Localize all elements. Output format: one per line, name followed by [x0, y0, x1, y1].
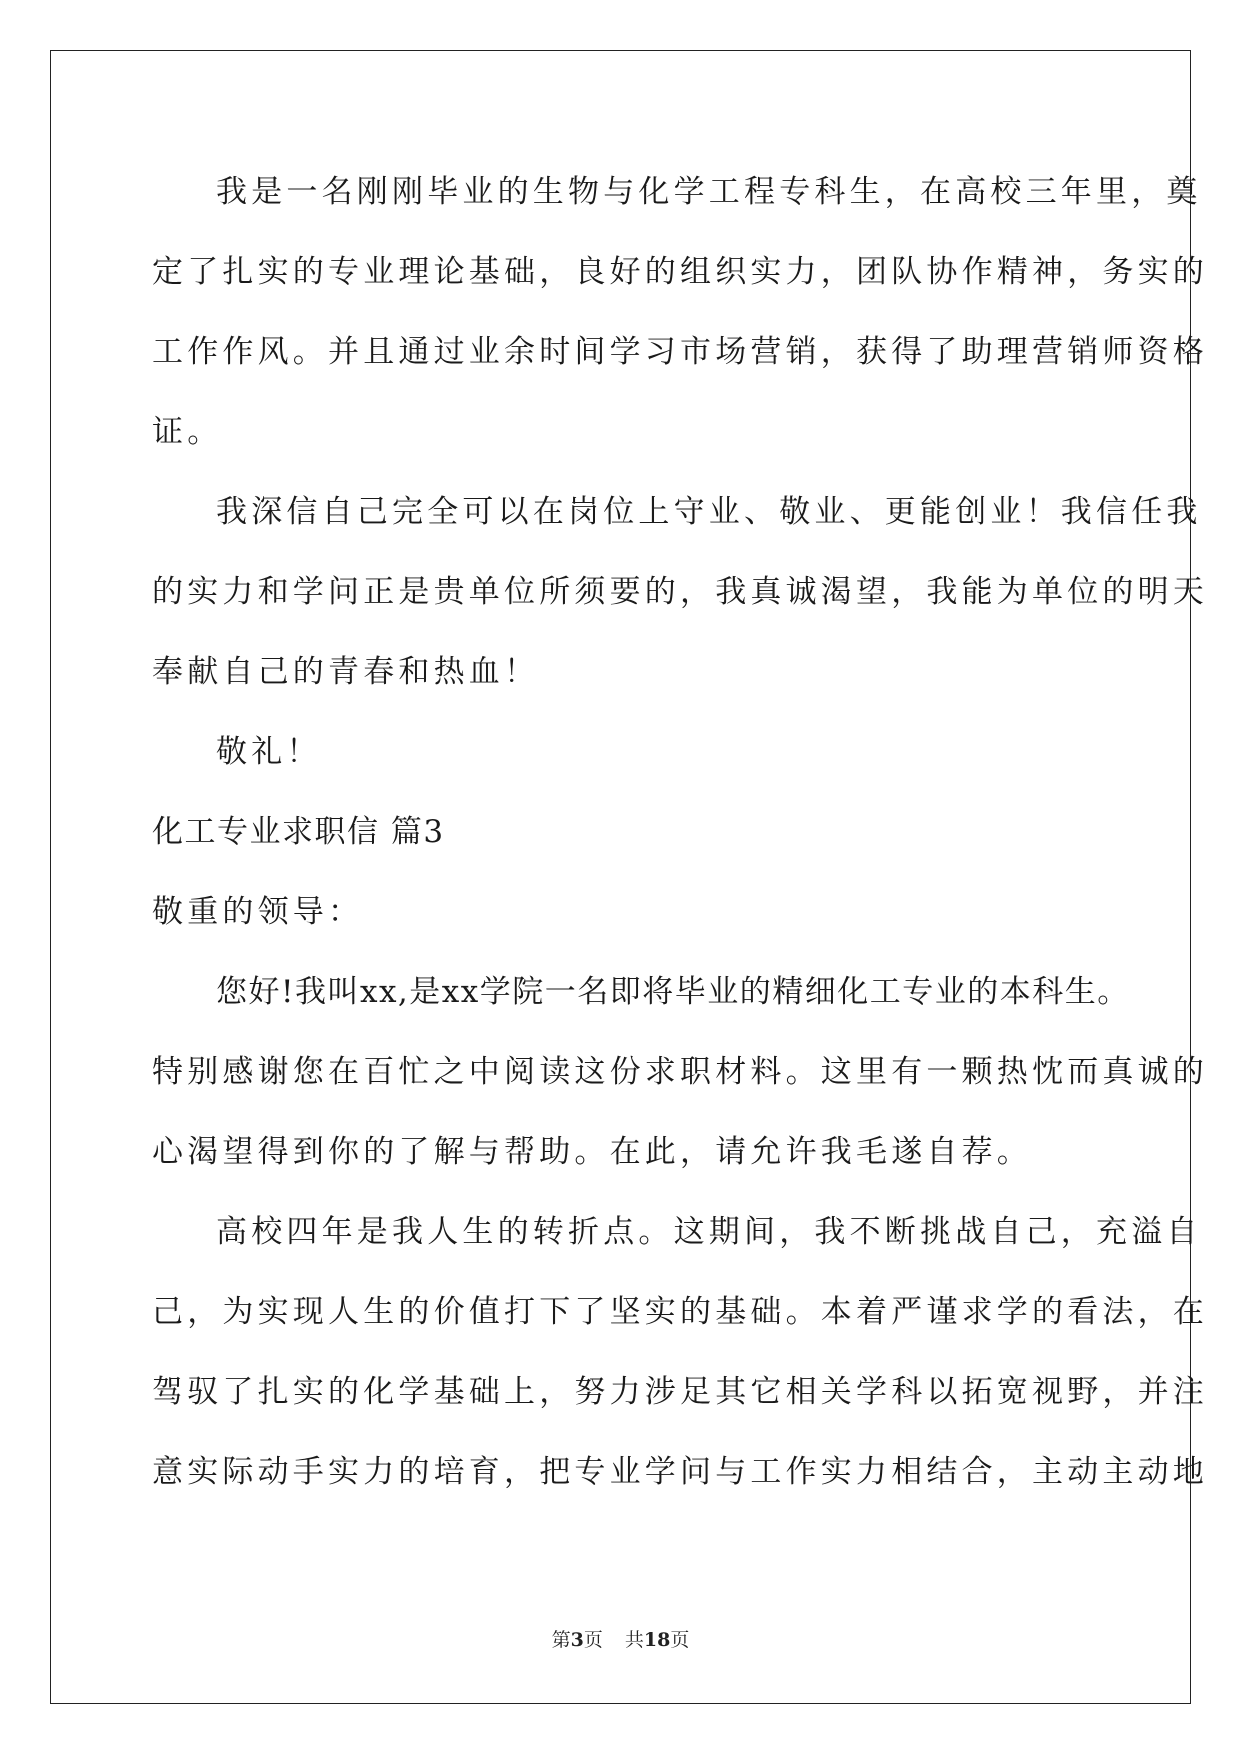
paragraph-line: 的实力和学问正是贵单位所须要的，我真诚渴望，我能为单位的明天 [152, 574, 1208, 610]
total-suffix: 页 [670, 1629, 690, 1651]
paragraph-line: 己，为实现人生的价值打下了坚实的基础。本着严谨求学的看法，在 [152, 1294, 1208, 1330]
paragraph-line: 我深信自己完全可以在岗位上守业、敬业、更能创业！我信任我 [216, 494, 1202, 530]
paragraph-line: 特别感谢您在百忙之中阅读这份求职材料。这里有一颗热忱而真诚的 [152, 1054, 1208, 1090]
paragraph-line: 意实际动手实力的培育，把专业学问与工作实力相结合，主动主动地 [152, 1454, 1208, 1490]
paragraph-line: 我是一名刚刚毕业的生物与化学工程专科生，在高校三年里，奠 [216, 174, 1202, 210]
paragraph-line: 奉献自己的青春和热血！ [152, 654, 540, 690]
page-prefix: 第 [551, 1629, 571, 1651]
greeting: 敬重的领导： [152, 894, 364, 930]
paragraph-line: 证。 [152, 414, 223, 450]
total-pages: 18 [643, 1629, 671, 1651]
page-suffix: 页 [583, 1629, 603, 1651]
document-body [152, 160, 1208, 1520]
section-heading: 化工专业求职信 篇3 [152, 814, 445, 850]
closing-salutation: 敬礼！ [216, 734, 322, 770]
paragraph-line: 心渴望得到你的了解与帮助。在此，请允许我毛遂自荐。 [152, 1134, 1032, 1170]
paragraph-line: 定了扎实的专业理论基础，良好的组织实力，团队协作精神，务实的 [152, 254, 1208, 290]
paragraph-line: 您好!我叫xx,是xx学院一名即将毕业的精细化工专业的本科生。 [216, 974, 1130, 1010]
paragraph-line: 驾驭了扎实的化学基础上，努力涉足其它相关学科以拓宽视野，并注 [152, 1374, 1208, 1410]
paragraph-line: 工作作风。并且通过业余时间学习市场营销，获得了助理营销师资格 [152, 334, 1208, 370]
total-prefix: 共 [624, 1629, 644, 1651]
page-footer [0, 1627, 1241, 1653]
page-number: 3 [570, 1629, 584, 1651]
paragraph-line: 高校四年是我人生的转折点。这期间，我不断挑战自己，充溢自 [216, 1214, 1202, 1250]
